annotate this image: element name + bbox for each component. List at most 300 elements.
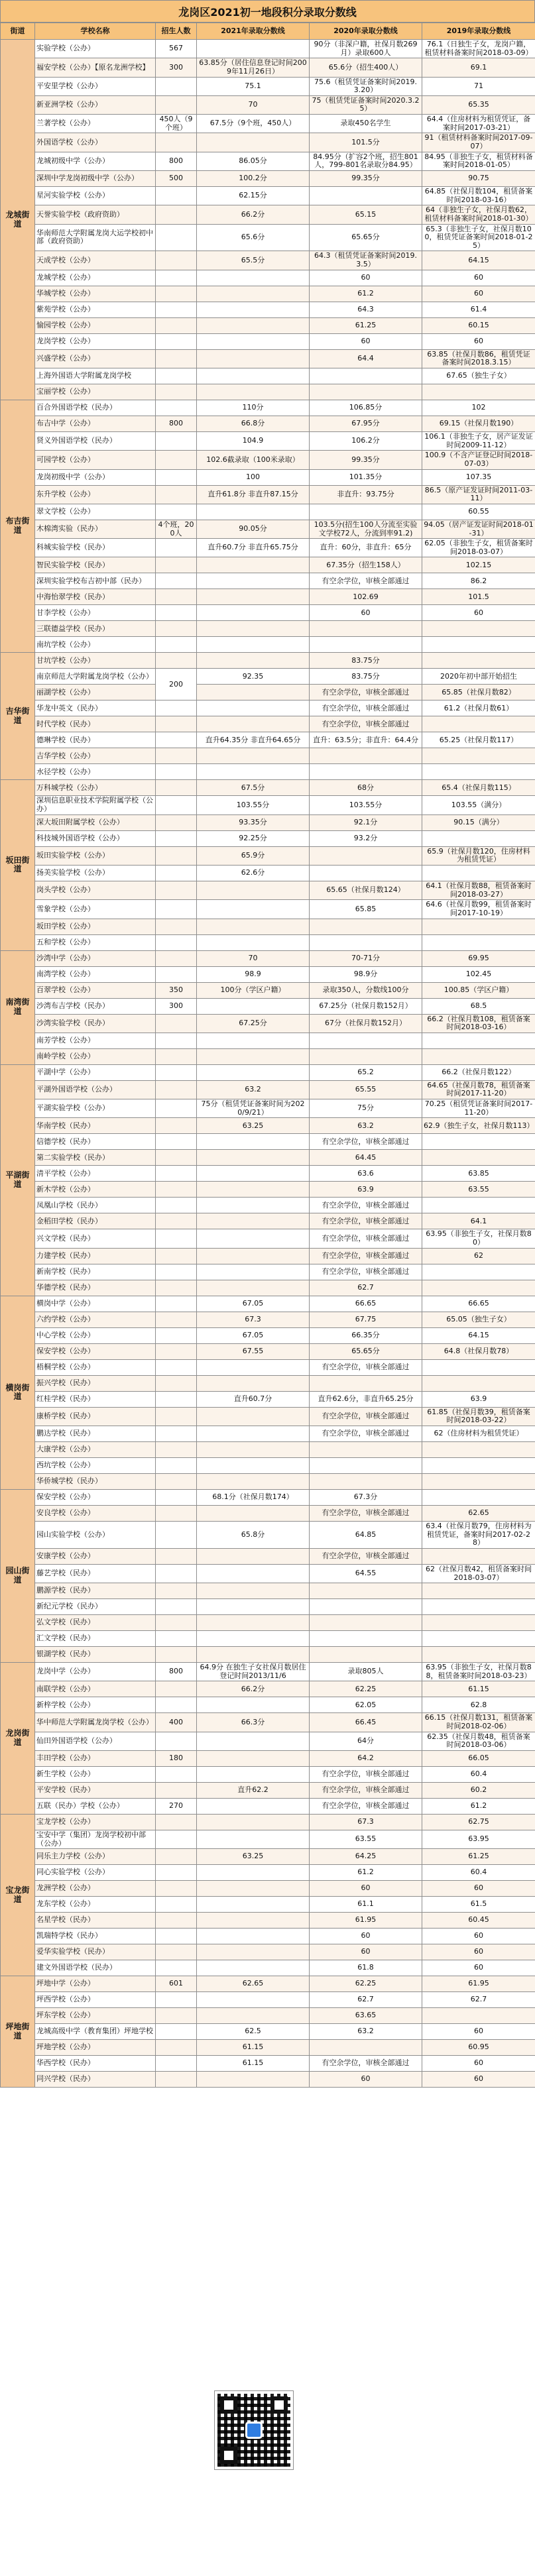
enrollment-cell <box>156 830 197 846</box>
score-2019-cell: 60 <box>422 2056 535 2072</box>
enrollment-cell <box>156 1697 197 1713</box>
enrollment-cell: 300 <box>156 998 197 1014</box>
table-row <box>1 653 535 669</box>
enrollment-cell <box>156 846 197 865</box>
score-2020-cell: 有空余学位，审核全部通过 <box>310 1767 422 1783</box>
score-2021-cell <box>197 317 310 333</box>
score-2020-cell: 61.2 <box>310 286 422 302</box>
score-2019-cell: 63.95（非独生子女，社保月数88，租赁备案时间2018-03-23） <box>422 1663 535 1681</box>
school-name-cell: 梧桐学校（公办） <box>35 1359 156 1375</box>
score-2020-cell: 60 <box>310 1929 422 1944</box>
school-name-cell: 宝安中学（集团）龙岗学校初中部（公办） <box>35 1830 156 1849</box>
table-row <box>1 900 535 919</box>
score-2021-cell: 62.65 <box>197 1976 310 1992</box>
score-2021-cell <box>197 1150 310 1166</box>
score-2021-cell: 直升62.2 <box>197 1783 310 1799</box>
enrollment-cell: 800 <box>156 416 197 432</box>
score-2020-cell: 92.1分 <box>310 814 422 830</box>
enrollment-cell <box>156 557 197 573</box>
score-2021-cell: 63.85分（居住信息登记时间2009年11月26日） <box>197 58 310 77</box>
score-2020-cell: 64.45 <box>310 1150 422 1166</box>
score-2020-cell: 75分 <box>310 1099 422 1118</box>
score-2020-cell: 66.65 <box>310 1296 422 1312</box>
header-score-2019: 2019年录取分数线 <box>422 23 535 40</box>
qr-code-image <box>215 2391 293 2469</box>
enrollment-cell <box>156 621 197 637</box>
school-name-cell: 第二实验学校（民办） <box>35 1150 156 1166</box>
table-row <box>1 2008 535 2024</box>
score-2021-cell <box>197 637 310 653</box>
score-2019-cell: 86.5（原产证发证时间2011-03-11） <box>422 485 535 504</box>
enrollment-cell <box>156 1198 197 1213</box>
table-row <box>1 349 535 368</box>
school-name-cell: 坪地中学（公办） <box>35 1976 156 1992</box>
table-row <box>1 1799 535 1815</box>
score-2021-cell: 61.15 <box>197 2040 310 2056</box>
table-row <box>1 469 535 485</box>
school-name-cell: 信德学校（民办） <box>35 1134 156 1150</box>
school-name-cell: 鹏达学校（民办） <box>35 1426 156 1441</box>
score-2020-cell: 64.55 <box>310 1564 422 1583</box>
table-row <box>1 95 535 114</box>
school-name-cell: 上海外国语大学附属龙岗学校 <box>35 368 156 384</box>
score-2021-cell <box>197 653 310 669</box>
enrollment-cell <box>156 1929 197 1944</box>
school-name-cell: 德琳学校（民办） <box>35 732 156 748</box>
score-2021-cell <box>197 1182 310 1198</box>
score-2020-cell: 有空余学位，审核全部通过 <box>310 1548 422 1564</box>
enrollment-cell <box>156 1521 197 1548</box>
score-2020-cell <box>310 764 422 780</box>
score-2021-cell <box>197 685 310 700</box>
score-2021-cell: 93.35分 <box>197 814 310 830</box>
table-row <box>1 1048 535 1064</box>
score-2019-cell: 65.85（社保月数82） <box>422 685 535 700</box>
table-row <box>1 605 535 621</box>
score-2021-cell: 98.9 <box>197 966 310 982</box>
enrollment-cell <box>156 1489 197 1505</box>
enrollment-cell <box>156 1865 197 1881</box>
school-name-cell: 新南学校（民办） <box>35 1264 156 1280</box>
school-name-cell: 天成学校（公办） <box>35 251 156 270</box>
school-name-cell: 三联德益学校（民办） <box>35 621 156 637</box>
score-2019-cell: 60 <box>422 2072 535 2088</box>
enrollment-cell <box>156 589 197 605</box>
score-2019-cell: 103.55（满分） <box>422 796 535 814</box>
qr-center-logo-icon <box>245 2422 263 2439</box>
score-2019-cell <box>422 934 535 950</box>
score-2020-cell: 63.2 <box>310 1118 422 1134</box>
score-2019-cell: 67.65（独生子女） <box>422 368 535 384</box>
score-2020-cell: 93.2分 <box>310 830 422 846</box>
score-2021-cell <box>197 1732 310 1750</box>
enrollment-cell <box>156 1033 197 1048</box>
school-name-cell: 中海怡翠学校（民办） <box>35 589 156 605</box>
score-2021-cell: 65.5分 <box>197 251 310 270</box>
enrollment-cell <box>156 432 197 451</box>
table-row <box>1 205 535 224</box>
score-2021-cell <box>197 900 310 919</box>
enrollment-cell <box>156 1473 197 1489</box>
score-2021-cell <box>197 1897 310 1913</box>
school-name-cell: 坂田学校（公办） <box>35 919 156 934</box>
school-name-cell: 大康学校（公办） <box>35 1441 156 1457</box>
table-row <box>1 669 535 685</box>
school-name-cell: 保安学校（公办） <box>35 1489 156 1505</box>
table-row <box>1 1033 535 1048</box>
score-2019-cell <box>422 764 535 780</box>
school-name-cell: 新梓学校（公办） <box>35 1697 156 1713</box>
school-name-cell: 贤义外国语学校（民办） <box>35 432 156 451</box>
school-name-cell: 兰著学校（公办） <box>35 115 156 133</box>
school-name-cell: 甘李学校（公办） <box>35 605 156 621</box>
score-2019-cell: 61.2 <box>422 1799 535 1815</box>
table-row <box>1 2072 535 2088</box>
score-2020-cell <box>310 919 422 934</box>
school-name-cell: 力建学校（民办） <box>35 1248 156 1264</box>
enrollment-cell <box>156 1327 197 1343</box>
score-2021-cell: 92.25分 <box>197 830 310 846</box>
score-2021-cell: 直升60.7分 非直升65.75分 <box>197 539 310 557</box>
score-2021-cell <box>197 700 310 716</box>
enrollment-cell <box>156 302 197 317</box>
enrollment-cell <box>156 1296 197 1312</box>
table-row <box>1 40 535 58</box>
score-2020-cell <box>310 1615 422 1631</box>
district-cell: 坂田街道 <box>1 780 35 950</box>
score-2021-cell: 62.6分 <box>197 865 310 881</box>
score-2020-cell: 99.35分 <box>310 451 422 469</box>
score-2020-cell: 60 <box>310 1881 422 1897</box>
school-name-cell: 宝龙学校（公办） <box>35 1815 156 1830</box>
enrollment-cell <box>156 732 197 748</box>
score-2019-cell: 60.55 <box>422 504 535 520</box>
score-2021-cell <box>197 1166 310 1182</box>
table-row <box>1 302 535 317</box>
district-cell: 布吉街道 <box>1 400 35 653</box>
school-name-cell: 爱华实验学校（民办） <box>35 1944 156 1960</box>
table-row <box>1 1264 535 1280</box>
table-row <box>1 557 535 573</box>
score-2019-cell <box>422 1441 535 1457</box>
table-row <box>1 432 535 451</box>
enrollment-cell <box>156 1064 197 1080</box>
score-2020-cell: 101.35分 <box>310 469 422 485</box>
score-2020-cell: 65.2 <box>310 1064 422 1080</box>
score-2020-cell <box>310 1033 422 1048</box>
score-2019-cell: 86.2 <box>422 573 535 589</box>
table-row <box>1 919 535 934</box>
score-2021-cell: 75.1 <box>197 77 310 95</box>
score-2020-cell: 64.2 <box>310 1751 422 1767</box>
school-name-cell: 坪地学校（公办） <box>35 2040 156 2056</box>
score-2021-cell: 65.8分 <box>197 1521 310 1548</box>
score-2019-cell: 64.8（社保月数78） <box>422 1343 535 1359</box>
score-2019-cell: 65.9（社保月数120，住房材料为租赁凭证） <box>422 846 535 865</box>
score-2020-cell: 60 <box>310 1944 422 1960</box>
district-cell: 坪地街道 <box>1 1976 35 2088</box>
enrollment-cell <box>156 95 197 114</box>
enrollment-cell <box>156 780 197 796</box>
enrollment-cell <box>156 1849 197 1865</box>
table-row <box>1 115 535 133</box>
school-name-cell: 龙岗学校（公办） <box>35 333 156 349</box>
table-row <box>1 1489 535 1505</box>
table-row <box>1 1751 535 1767</box>
table-row <box>1 1343 535 1359</box>
table-row <box>1 1375 535 1391</box>
score-2021-cell: 67.3 <box>197 1312 310 1327</box>
score-2021-cell <box>197 1264 310 1280</box>
enrollment-cell <box>156 1229 197 1248</box>
school-name-cell: 实验学校（公办） <box>35 40 156 58</box>
enrollment-cell <box>156 748 197 764</box>
score-2020-cell: 直升：60分，非直升：65分 <box>310 539 422 557</box>
score-2021-cell: 62.5 <box>197 2024 310 2040</box>
school-name-cell: 星河实验学校（公办） <box>35 186 156 205</box>
score-2019-cell: 60.95 <box>422 2040 535 2056</box>
score-2021-cell <box>197 1913 310 1929</box>
table-row <box>1 1783 535 1799</box>
score-table <box>0 23 535 2088</box>
table-row <box>1 716 535 732</box>
score-2019-cell: 62 <box>422 1248 535 1264</box>
score-2020-cell: 60 <box>310 333 422 349</box>
score-2021-cell: 70 <box>197 95 310 114</box>
score-2019-cell <box>422 1150 535 1166</box>
school-name-cell: 坪西学校（公办） <box>35 1992 156 2008</box>
score-2021-cell <box>197 1830 310 1849</box>
school-name-cell: 坪东学校（公办） <box>35 2008 156 2024</box>
score-2019-cell <box>422 1198 535 1213</box>
enrollment-cell <box>156 2056 197 2072</box>
district-cell: 园山街道 <box>1 1489 35 1662</box>
score-2020-cell: 83.75分 <box>310 653 422 669</box>
enrollment-cell <box>156 485 197 504</box>
score-2019-cell <box>422 1375 535 1391</box>
table-row <box>1 416 535 432</box>
score-2019-cell: 60 <box>422 1881 535 1897</box>
table-row <box>1 1897 535 1913</box>
score-2020-cell: 62.25 <box>310 1976 422 1992</box>
score-2020-cell: 64.85 <box>310 1521 422 1548</box>
score-2021-cell <box>197 1615 310 1631</box>
school-name-cell: 同乐主力学校（公办） <box>35 1849 156 1865</box>
score-2019-cell <box>422 653 535 669</box>
score-2019-cell: 60 <box>422 1944 535 1960</box>
school-name-cell: 紫苑学校（公办） <box>35 302 156 317</box>
score-2019-cell: 66.15（社保月数131，租赁备案时间2018-02-06） <box>422 1713 535 1732</box>
table-row <box>1 1198 535 1213</box>
score-2019-cell: 64（非独生子女，社保月数62，租赁材料备案时间2018-01-30） <box>422 205 535 224</box>
enrollment-cell <box>156 2072 197 2088</box>
header-score-2020: 2020年录取分数线 <box>310 23 422 40</box>
score-2021-cell <box>197 1457 310 1473</box>
score-2021-cell <box>197 286 310 302</box>
school-name-cell: 华南学校（民办） <box>35 1118 156 1134</box>
score-2021-cell <box>197 1647 310 1663</box>
score-2021-cell: 67.55 <box>197 1343 310 1359</box>
score-2020-cell: 60 <box>310 605 422 621</box>
score-2020-cell: 直升：63.5分；非直升：64.4分 <box>310 732 422 748</box>
enrollment-cell <box>156 1048 197 1064</box>
score-2019-cell: 84.95（非独生子女，租赁材料备案时间2018-01-05） <box>422 152 535 170</box>
score-2019-cell: 94.05（居产证发证时间2018-01-31） <box>422 520 535 538</box>
table-row <box>1 2024 535 2040</box>
score-2021-cell: 67.05 <box>197 1327 310 1343</box>
score-2021-cell <box>197 368 310 384</box>
score-2020-cell: 67.35分（招生158人） <box>310 557 422 573</box>
enrollment-cell <box>156 1166 197 1182</box>
score-2021-cell: 66.2分 <box>197 1681 310 1697</box>
score-2019-cell: 60.2 <box>422 1783 535 1799</box>
school-name-cell: 兴盛学校（公办） <box>35 349 156 368</box>
score-2020-cell: 90分（非深户籍，社保月数269月）录取600人 <box>310 40 422 58</box>
score-2019-cell <box>422 1548 535 1564</box>
enrollment-cell <box>156 1426 197 1441</box>
enrollment-cell <box>156 1280 197 1296</box>
score-2021-cell: 65.9分 <box>197 846 310 865</box>
school-name-cell: 华德学校（民办） <box>35 1280 156 1296</box>
score-2021-cell <box>197 1564 310 1583</box>
enrollment-cell: 400 <box>156 1713 197 1732</box>
score-2021-cell <box>197 1815 310 1830</box>
school-name-cell: 华龙中英文（民办） <box>35 700 156 716</box>
district-cell: 平湖街道 <box>1 1064 35 1296</box>
score-2021-cell: 66.8分 <box>197 416 310 432</box>
enrollment-cell <box>156 1564 197 1583</box>
score-2019-cell <box>422 830 535 846</box>
table-row <box>1 1960 535 1976</box>
score-2019-cell: 62.9（独生子女，社保月数113） <box>422 1118 535 1134</box>
enrollment-cell <box>156 2040 197 2056</box>
enrollment-cell: 800 <box>156 1663 197 1681</box>
table-row <box>1 539 535 557</box>
table-row <box>1 1296 535 1312</box>
table-row <box>1 333 535 349</box>
school-name-cell: 水径学校（公办） <box>35 764 156 780</box>
school-name-cell: 沙湾布吉学校（民办） <box>35 998 156 1014</box>
score-2019-cell <box>422 1615 535 1631</box>
table-row <box>1 1248 535 1264</box>
score-2020-cell: 63.6 <box>310 1166 422 1182</box>
score-2019-cell: 66.05 <box>422 1751 535 1767</box>
school-name-cell: 深圳中学龙岗初级中学（公办） <box>35 170 156 186</box>
school-name-cell: 天誉实验学校（政府资助） <box>35 205 156 224</box>
score-2021-cell <box>197 764 310 780</box>
score-2021-cell <box>197 1064 310 1080</box>
table-row <box>1 1992 535 2008</box>
enrollment-cell <box>156 1913 197 1929</box>
table-row <box>1 881 535 899</box>
table-row <box>1 764 535 780</box>
table-row <box>1 1548 535 1564</box>
score-2021-cell <box>197 1441 310 1457</box>
enrollment-cell <box>156 1391 197 1407</box>
table-row <box>1 504 535 520</box>
school-name-cell: 金稻田学校（民办） <box>35 1213 156 1229</box>
score-2020-cell: 61.8 <box>310 1960 422 1976</box>
score-2019-cell: 107.35 <box>422 469 535 485</box>
school-name-cell: 安良学校（公办） <box>35 1505 156 1521</box>
score-2020-cell <box>310 621 422 637</box>
score-2021-cell <box>197 1960 310 1976</box>
enrollment-cell: 270 <box>156 1799 197 1815</box>
school-name-cell: 红桂学校（民办） <box>35 1391 156 1407</box>
score-2019-cell: 60.45 <box>422 1913 535 1929</box>
score-2021-cell <box>197 333 310 349</box>
score-2021-cell <box>197 1751 310 1767</box>
score-2019-cell: 101.5 <box>422 589 535 605</box>
school-name-cell: 五和学校（公办） <box>35 934 156 950</box>
score-2019-cell <box>422 919 535 934</box>
enrollment-cell <box>156 1213 197 1229</box>
table-row <box>1 152 535 170</box>
score-2020-cell: 有空余学位，审核全部通过 <box>310 1248 422 1264</box>
score-2021-cell <box>197 1048 310 1064</box>
score-2020-cell: 62.25 <box>310 1681 422 1697</box>
table-row <box>1 1426 535 1441</box>
school-name-cell: 园山实验学校（公办） <box>35 1521 156 1548</box>
score-2019-cell: 60 <box>422 1929 535 1944</box>
score-2021-cell: 67.5分 <box>197 780 310 796</box>
enrollment-cell: 450人（9个班） <box>156 115 197 133</box>
score-2020-cell: 65.65（社保月数124） <box>310 881 422 899</box>
score-2019-cell: 63.9 <box>422 1391 535 1407</box>
score-2019-cell: 66.65 <box>422 1296 535 1312</box>
score-2019-cell: 64.4（住房材料为租赁凭证，备案时间2017-03-21） <box>422 115 535 133</box>
table-row <box>1 1865 535 1881</box>
enrollment-cell <box>156 251 197 270</box>
enrollment-cell <box>156 368 197 384</box>
score-2020-cell: 103.55分 <box>310 796 422 814</box>
table-row <box>1 1599 535 1615</box>
score-2021-cell <box>197 1248 310 1264</box>
score-2019-cell: 60 <box>422 605 535 621</box>
score-2020-cell: 64.3（租赁凭证备案时间2019.3.5） <box>310 251 422 270</box>
score-2020-cell: 70-71分 <box>310 950 422 966</box>
score-2019-cell: 60 <box>422 1960 535 1976</box>
enrollment-cell <box>156 653 197 669</box>
school-name-cell: 百翠学校（公办） <box>35 982 156 998</box>
score-2020-cell: 98.9分 <box>310 966 422 982</box>
table-row <box>1 814 535 830</box>
score-2021-cell <box>197 1473 310 1489</box>
score-2020-cell <box>310 1048 422 1064</box>
score-2019-cell: 64.1（社保月数88，租赁备案时间2018-03-27） <box>422 881 535 899</box>
score-2021-cell <box>197 1697 310 1713</box>
score-2021-cell <box>197 504 310 520</box>
score-2020-cell <box>310 1441 422 1457</box>
score-2020-cell: 有空余学位，审核全部通过 <box>310 1264 422 1280</box>
table-row <box>1 1312 535 1327</box>
score-2021-cell <box>197 2008 310 2024</box>
enrollment-cell <box>156 1457 197 1473</box>
enrollment-cell: 350 <box>156 982 197 998</box>
school-name-cell: 深大坂田附属学校（公办） <box>35 814 156 830</box>
score-2020-cell: 67.95分 <box>310 416 422 432</box>
enrollment-cell <box>156 286 197 302</box>
score-2020-cell: 有空余学位，审核全部通过 <box>310 1426 422 1441</box>
score-2020-cell <box>310 504 422 520</box>
score-2020-cell: 62.7 <box>310 1992 422 2008</box>
table-row <box>1 1327 535 1343</box>
table-row <box>1 748 535 764</box>
score-2020-cell: 65.65分 <box>310 1343 422 1359</box>
score-2019-cell <box>422 637 535 653</box>
table-row <box>1 1583 535 1599</box>
table-row <box>1 224 535 251</box>
